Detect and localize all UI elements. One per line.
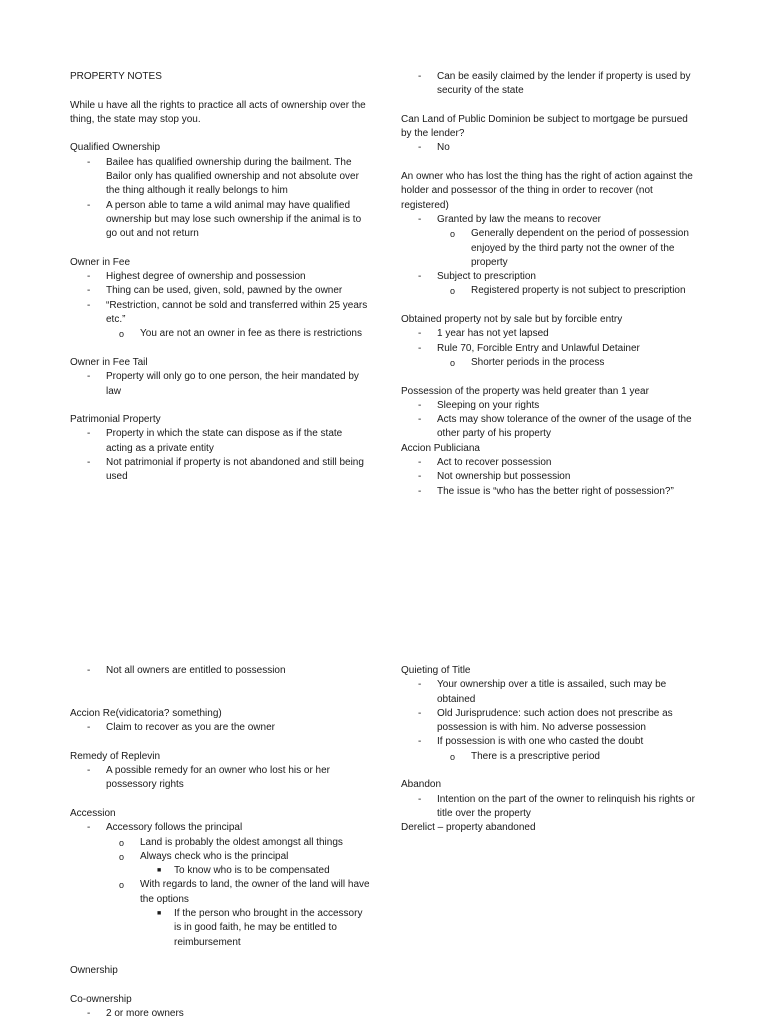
owner-in-fee-tail-heading: Owner in Fee Tail <box>70 356 148 368</box>
accion-publiciana-heading: Accion Publiciana <box>401 442 480 454</box>
list-item: - The issue is “who has the better right of possession?” <box>418 485 674 497</box>
sub-list-item: o Shorter periods in the process <box>450 356 605 368</box>
intro-paragraph: While u have all the rights to practice all acts of ownership over the thing, the state may stop you. <box>70 99 366 125</box>
list-item: - Thing can be used, given, sold, pawned by the owner <box>87 285 343 297</box>
top-left-column <box>70 70 370 485</box>
list-item: - A person able to tame a wild animal may have qualified ownership but may lose such ownership if the animal is to go out and not return <box>87 199 362 240</box>
list-item: - Accessory follows the principal <box>87 822 243 834</box>
list-item: - Your ownership over a title is assailed, such may be obtained <box>418 679 667 705</box>
list-item: - Granted by law the means to recover <box>418 213 601 225</box>
list-item: - Intention on the part of the owner to relinquish his rights or title over the property <box>418 793 695 819</box>
list-item: - “Restriction, cannot be sold and transferred within 25 years etc.” <box>87 299 368 326</box>
derelict-line: Derelict – property abandoned <box>401 822 536 834</box>
list-item: - Not patrimonial if property is not abandoned and still being used <box>87 457 364 483</box>
list-item: - If possession is with one who casted the doubt <box>418 736 644 748</box>
list-item: - No <box>418 142 450 154</box>
qualified-ownership-heading: Qualified Ownership <box>70 142 161 154</box>
list-item: - Highest degree of ownership and possession <box>87 271 306 283</box>
list-item: - Not ownership but possession <box>418 471 571 483</box>
list-item: - Act to recover possession <box>418 457 552 469</box>
top-right-column <box>401 70 701 499</box>
sub-list-item: o There is a prescriptive period <box>450 750 600 762</box>
list-item: - Old Jurisprudence: such action does not prescribe as possession is with him. No adverse possession <box>418 707 673 734</box>
sub-list-item: o Generally dependent on the period of possession enjoyed by the third party not the owner of the property <box>450 228 689 268</box>
forcible-entry-heading: Obtained property not by sale but by forcible entry <box>401 314 623 326</box>
accession-heading: Accession <box>70 807 116 819</box>
quieting-of-title-heading: Quieting of Title <box>401 665 471 676</box>
owner-in-fee-heading: Owner in Fee <box>70 256 131 268</box>
list-item: - Property in which the state can dispose as if the state acting as a private entity <box>87 428 343 454</box>
sub-list-item: o Registered property is not subject to prescription <box>450 285 686 297</box>
list-item: - Not all owners are entitled to possession <box>87 665 286 676</box>
patrimonial-property-heading: Patrimonial Property <box>70 414 161 426</box>
remedy-of-replevin-heading: Remedy of Replevin <box>70 750 161 762</box>
list-item: - Property will only go to one person, the heir mandated by law <box>87 371 359 397</box>
sub-list-item: o You are not an owner in fee as there is restrictions <box>119 328 362 340</box>
sub-list-item: o With regards to land, the owner of the land will have the options <box>119 879 370 905</box>
sub-sub-list-item: ■ To know who is to be compensated <box>157 865 330 877</box>
list-item: - Rule 70, Forcible Entry and Unlawful Detainer <box>418 342 640 354</box>
list-item: - 1 year has not yet lapsed <box>418 328 549 340</box>
public-dominion-question: Can Land of Public Dominion be subject to mortgage be pursued by the lender? <box>401 113 688 140</box>
bottom-right-column <box>401 664 701 836</box>
sub-sub-list-item: ■ If the person who brought in the accessory is in good faith, he may be entitled to reimbursement <box>157 908 363 948</box>
bottom-left-column <box>70 664 370 1021</box>
list-item: - Acts may show tolerance of the owner of the usage of the other party of his property <box>418 414 692 440</box>
co-ownership-heading: Co-ownership <box>70 993 132 1005</box>
list-item: - Sleeping on your rights <box>418 399 540 411</box>
ownership-heading: Ownership <box>70 965 118 977</box>
sub-list-item: o Always check who is the principal <box>119 850 289 862</box>
list-item: - Can be easily claimed by the lender if property is used by security of the state <box>418 71 691 97</box>
abandon-heading: Abandon <box>401 779 442 791</box>
list-item: - A possible remedy for an owner who lost his or her possessory rights <box>87 765 330 791</box>
accion-reivindicatoria-heading: Accion Re(vidicatoria? something) <box>70 707 222 719</box>
list-item: - Subject to prescription <box>418 271 536 283</box>
lost-thing-paragraph: An owner who has lost the thing has the right of action against the holder and possessor of the thing in order to recover (not registered) <box>401 171 693 211</box>
possession-heading: Possession of the property was held greater than 1 year <box>401 385 649 397</box>
sub-list-item: o Land is probably the oldest amongst all things <box>119 836 343 848</box>
list-item: - Claim to recover as you are the owner <box>87 722 275 734</box>
doc-title: PROPERTY NOTES <box>70 71 162 82</box>
list-item: - Bailee has qualified ownership during the bailment. The Bailor only has qualified ownership and not absolute over the thing although it really belongs to him <box>87 156 359 197</box>
list-item: - 2 or more owners <box>87 1008 184 1020</box>
